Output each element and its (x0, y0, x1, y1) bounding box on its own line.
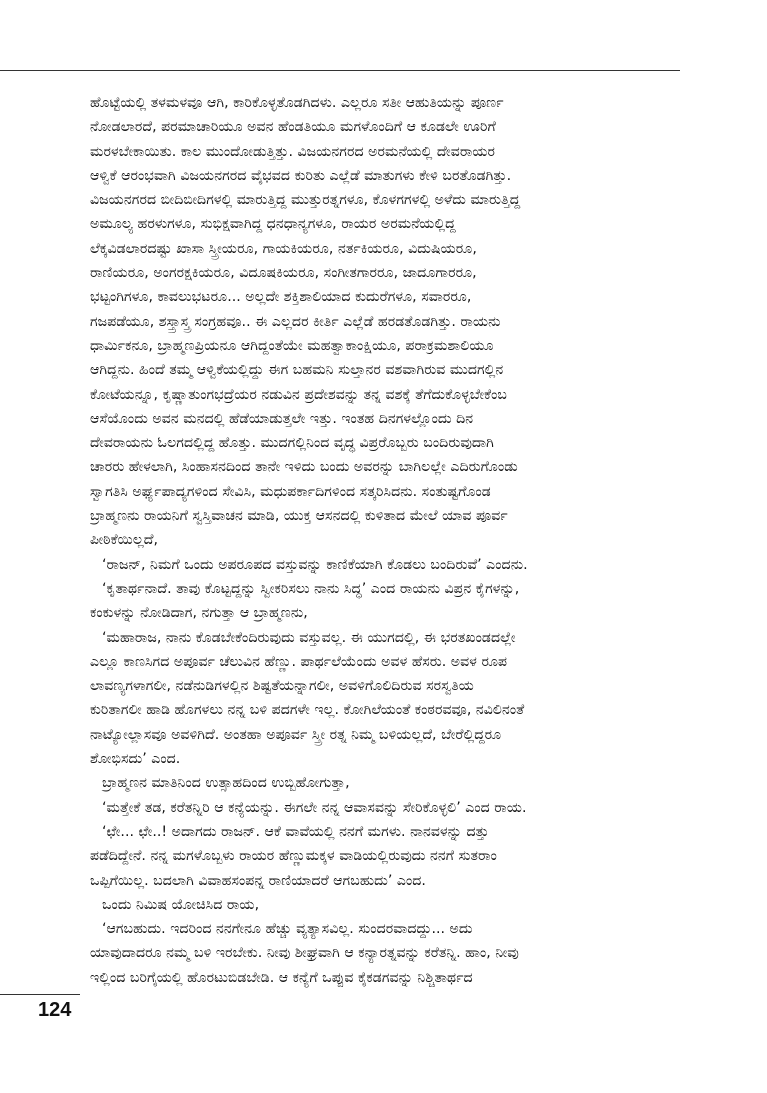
text-line: ಪಡೆದಿದ್ದೇನೆ. ನನ್ನ ಮಗಳೊಬ್ಬಳು ರಾಯರ ಹೆಣ್ಣುಮಕ್ಕಳ ವಾಡಿಯಲ್ಲಿರುವುದು ನನಗೆ ಸುತರಾಂ (90, 848, 497, 865)
footer-divider-line (0, 994, 80, 995)
text-line: ಆಳ್ವಿಕೆ ಆರಂಭವಾಗಿ ವಿಜಯನಗರದ ವೈಭವದ ಕುರಿತು ಎಲ್ಲೆಡೆ ಮಾತುಗಳು ಕೇಳಿ ಬರತೊಡಗಿತ್ತು. (90, 167, 512, 184)
text-line: ‘ಮಹಾರಾಜ, ನಾನು ಕೊಡಬೇಕೆಂದಿರುವುದು ವಸ್ತುವಲ್ಲ. ಈ ಯುಗದಲ್ಲಿ, ಈ ಭರತಖಂಡದಲ್ಲೇ (102, 629, 516, 646)
top-divider-line (0, 70, 680, 71)
text-line: ಕುರಿತಾಗಲೀ ಹಾಡಿ ಹೊಗಳಲು ನನ್ನ ಬಳಿ ಪದಗಳೇ ಇಲ್ಲ. ಕೋಗಿಲೆಯಂತೆ ಕಂಠರವವೂ, ನವಿಲಿನಂತೆ (90, 702, 525, 719)
text-line: ಗಜಪಡೆಯೂ, ಶಸ್ತ್ರಾಸ್ತ್ರ ಸಂಗ್ರಹವೂ.. ಈ ಎಲ್ಲದರ ಕೀರ್ತಿ ಎಲ್ಲೆಡೆ ಹರಡತೊಡಗಿತ್ತು. ರಾಯನು (90, 313, 501, 330)
text-line: ವಿಜಯನಗರದ ಬೀದಿಬೀದಿಗಳಲ್ಲಿ ಮಾರುತ್ತಿದ್ದ ಮುತ್ತುರತ್ನಗಳೂ, ಕೊಳಗಗಳಲ್ಲಿ ಅಳೆದು ಮಾರುತ್ತಿದ್ದ (90, 192, 521, 209)
text-line: ಒಂದು ನಿಮಿಷ ಯೋಚಿಸಿದ ರಾಯ, (102, 896, 260, 913)
text-line: ಭಟ್ಟಂಗಿಗಳೂ, ಕಾವಲುಭಟರೂ... ಅಲ್ಲದೇ ಶಕ್ತಿಶಾಲಿಯಾದ ಕುದುರೆಗಳೂ, ಸವಾರರೂ, (90, 289, 472, 306)
text-line: ಹೊಟ್ಟೆಯಲ್ಲಿ ತಳಮಳವೂ ಆಗಿ, ಕಾರಿಕೊಳ್ಳತೊಡಗಿದಳು. ಎಲ್ಲರೂ ಸತೀ ಆಹುತಿಯನ್ನು ಪೂರ್ಣ (90, 95, 504, 111)
text-line: ಇಲ್ಲಿಂದ ಬರಿಗೈಯಲ್ಲಿ ಹೊರಟುಬಿಡಬೇಡಿ. ಆ ಕನ್ಯೆಗೆ ಒಪ್ಪುವ ಕೈಕಡಗವನ್ನು ನಿಶ್ಚಿತಾರ್ಥದ (90, 969, 473, 986)
text-line: ಲಾವಣ್ಯಗಳಾಗಲೀ, ನಡೆನುಡಿಗಳಲ್ಲಿನ ಶಿಷ್ಟತೆಯನ್ನಾಗಲೀ, ಅವಳಿಗೊಲಿದಿರುವ ಸರಸ್ವತಿಯ (90, 678, 474, 695)
text-line: ಶೋಭಿಸದು’ ಎಂದ. (90, 751, 181, 768)
text-line: ‘ಛೇ... ಛೇ..! ಅದಾಗದು ರಾಜನ್. ಆಕೆ ವಾವೆಯಲ್ಲಿ ನನಗೆ ಮಗಳು. ನಾನವಳನ್ನು ದತ್ತು (102, 823, 489, 840)
text-line: ಯಾವುದಾದರೂ ನಮ್ಮ ಬಳಿ ಇರಬೇಕು. ನೀವು ಶೀಘ್ರವಾಗಿ ಆ ಕನ್ಯಾರತ್ನವನ್ನು ಕರೆತನ್ನಿ. ಹಾಂ, ನೀವು (90, 945, 519, 962)
text-line: ರಾಣಿಯರೂ, ಅಂಗರಕ್ಷಕಿಯರೂ, ವಿದೂಷಕಿಯರೂ, ಸಂಗೀತಗಾರರೂ, ಜಾದೂಗಾರರೂ, (90, 265, 477, 282)
page-number: 124 (38, 999, 72, 1021)
text-line: ಅಮೂಲ್ಯ ಹರಳುಗಳೂ, ಸುಭಿಕ್ಷವಾಗಿದ್ದ ಧನಧಾನ್ಯಗಳೂ, ರಾಯರ ಅರಮನೆಯಲ್ಲಿದ್ದ (90, 216, 456, 233)
text-line: ನಾಟ್ಯೋಲ್ಲಾಸವೂ ಅವಳಿಗಿದೆ. ಅಂತಹಾ ಅಪೂರ್ವ ಸ್ತ್ರೀ ರತ್ನ ನಿಮ್ಮ ಬಳಿಯಲ್ಲದೆ, ಬೇರೆಲ್ಲಿದ್ದರೂ (90, 726, 502, 743)
text-line: ‘ರಾಜನ್, ನಿಮಗೆ ಒಂದು ಅಪರೂಪದ ವಸ್ತುವನ್ನು ಕಾಣಿಕೆಯಾಗಿ ಕೊಡಲು ಬಂದಿರುವೆ’ ಎಂದನು. (102, 556, 528, 573)
text-line: ಬ್ರಾಹ್ಮಣನ ಮಾತಿನಿಂದ ಉತ್ಸಾಹದಿಂದ ಉಬ್ಬಿಹೋಗುತ್ತಾ, (102, 775, 350, 792)
text-line: ಆಗಿದ್ದನು. ಹಿಂದೆ ತಮ್ಮ ಆಳ್ವಿಕೆಯಲ್ಲಿದ್ದು ಈಗ ಬಹಮನಿ ಸುಲ್ತಾನರ ವಶವಾಗಿರುವ ಮುದಗಲ್ಲಿನ (90, 362, 504, 379)
text-line: ಧಾರ್ಮಿಕನೂ, ಬ್ರಾಹ್ಮಣಪ್ರಿಯನೂ ಆಗಿದ್ದಂತೆಯೇ ಮಹತ್ವಾಕಾಂಕ್ಷಿಯೂ, ಪರಾಕ್ರಮಶಾಲಿಯೂ (90, 337, 494, 354)
text-line: ಕಂಕುಳನ್ನು ನೋಡಿದಾಗ, ನಗುತ್ತಾ ಆ ಬ್ರಾಹ್ಮಣನು, (90, 605, 308, 622)
text-line: ಲೆಕ್ಕವಿಡಲಾರದಷ್ಟು ಖಾಸಾ ಸ್ತ್ರೀಯರೂ, ಗಾಯಕಿಯರೂ, ನರ್ತಕಿಯರೂ, ವಿದುಷಿಯರೂ, (90, 240, 477, 257)
text-line: ‘ಮತ್ತೇಕೆ ತಡ, ಕರೆತನ್ನಿರಿ ಆ ಕನ್ಯೆಯನ್ನು. ಈಗಲೇ ನನ್ನ ಆವಾಸವನ್ನು ಸೇರಿಕೊಳ್ಳಲಿ’ ಎಂದ ರಾಯ. (102, 799, 527, 816)
body-text (90, 91, 682, 990)
text-line: ಮರಳಬೇಕಾಯಿತು. ಕಾಲ ಮುಂದೋಡುತ್ತಿತ್ತು. ವಿಜಯನಗರದ ಅರಮನೆಯಲ್ಲಿ ದೇವರಾಯರ (90, 143, 496, 160)
text-line: ಚಾರರು ಹೇಳಲಾಗಿ, ಸಿಂಹಾಸನದಿಂದ ತಾನೇ ಇಳಿದು ಬಂದು ಅವರನ್ನು ಬಾಗಿಲಲ್ಲೇ ಎದಿರುಗೊಂಡು (90, 459, 518, 476)
text-line: ನೋಡಲಾರದೆ, ಪರಮಾಚಾರಿಯೂ ಅವನ ಹೆಂಡತಿಯೂ ಮಗಳೊಂದಿಗೆ ಆ ಕೂಡಲೇ ಊರಿಗೆ (90, 119, 496, 136)
text-line: ‘ಕೃತಾರ್ಥನಾದೆ. ತಾವು ಕೊಟ್ಟದ್ದನ್ನು ಸ್ವೀಕರಿಸಲು ನಾನು ಸಿದ್ಧ’ ಎಂದ ರಾಯನು ವಿಪ್ರನ ಕೈಗಳನ್ನು, (102, 580, 520, 597)
text-line: ಸ್ವಾಗತಿಸಿ ಅರ್ಘ್ಯಪಾದ್ಯಗಳಿಂದ ಸೇವಿಸಿ, ಮಧುಪರ್ಕಾದಿಗಳಿಂದ ಸತ್ಕರಿಸಿದನು. ಸಂತುಷ್ಟಗೊಂಡ (90, 483, 491, 500)
text-line: ಬ್ರಾಹ್ಮಣನು ರಾಯನಿಗೆ ಸ್ವಸ್ತಿವಾಚನ ಮಾಡಿ, ಯುಕ್ತ ಆಸನದಲ್ಲಿ ಕುಳಿತಾದ ಮೇಲೆ ಯಾವ ಪೂರ್ವ (90, 508, 508, 525)
text-line: ದೇವರಾಯನು ಓಲಗದಲ್ಲಿದ್ದ ಹೊತ್ತು. ಮುದಗಲ್ಲಿನಿಂದ ವೃದ್ಧ ವಿಪ್ರರೊಬ್ಬರು ಬಂದಿರುವುದಾಗಿ (90, 435, 494, 452)
text-line: ಒಪ್ಪಿಗೆಯಿಲ್ಲ. ಬದಲಾಗಿ ವಿವಾಹಸಂಪನ್ನ ರಾಣಿಯಾದರೆ ಆಗಬಹುದು’ ಎಂದ. (90, 872, 426, 889)
text-line: ‘ಆಗಬಹುದು. ಇದರಿಂದ ನನಗೇನೂ ಹೆಚ್ಚು ವ್ಯತ್ಯಾಸವಿಲ್ಲ. ಸುಂದರವಾದದ್ದು... ಅದು (102, 921, 473, 938)
text-line: ಕೋಟೆಯನ್ನೂ, ಕೃಷ್ಣಾತುಂಗಭದ್ರೆಯರ ನಡುವಿನ ಪ್ರದೇಶವನ್ನು ತನ್ನ ವಶಕ್ಕೆ ತೆಗೆದುಕೊಳ್ಳಬೇಕೆಂಬ (90, 386, 507, 403)
text-line: ಪೀಠಿಕೆಯಿಲ್ಲದೆ, (90, 532, 158, 549)
text-line: ಆಸೆಯೊಂದು ಅವನ ಮನದಲ್ಲಿ ಹೆಡೆಯಾಡುತ್ತಲೇ ಇತ್ತು. ಇಂತಹ ದಿನಗಳಲ್ಲೊಂದು ದಿನ (90, 410, 474, 427)
text-line: ಎಲ್ಲೂ ಕಾಣಸಿಗದ ಅಪೂರ್ವ ಚೆಲುವಿನ ಹೆಣ್ಣು. ಪಾರ್ಥಲೆಯೆಂದು ಅವಳ ಹೆಸರು. ಅವಳ ರೂಪ (90, 653, 508, 670)
